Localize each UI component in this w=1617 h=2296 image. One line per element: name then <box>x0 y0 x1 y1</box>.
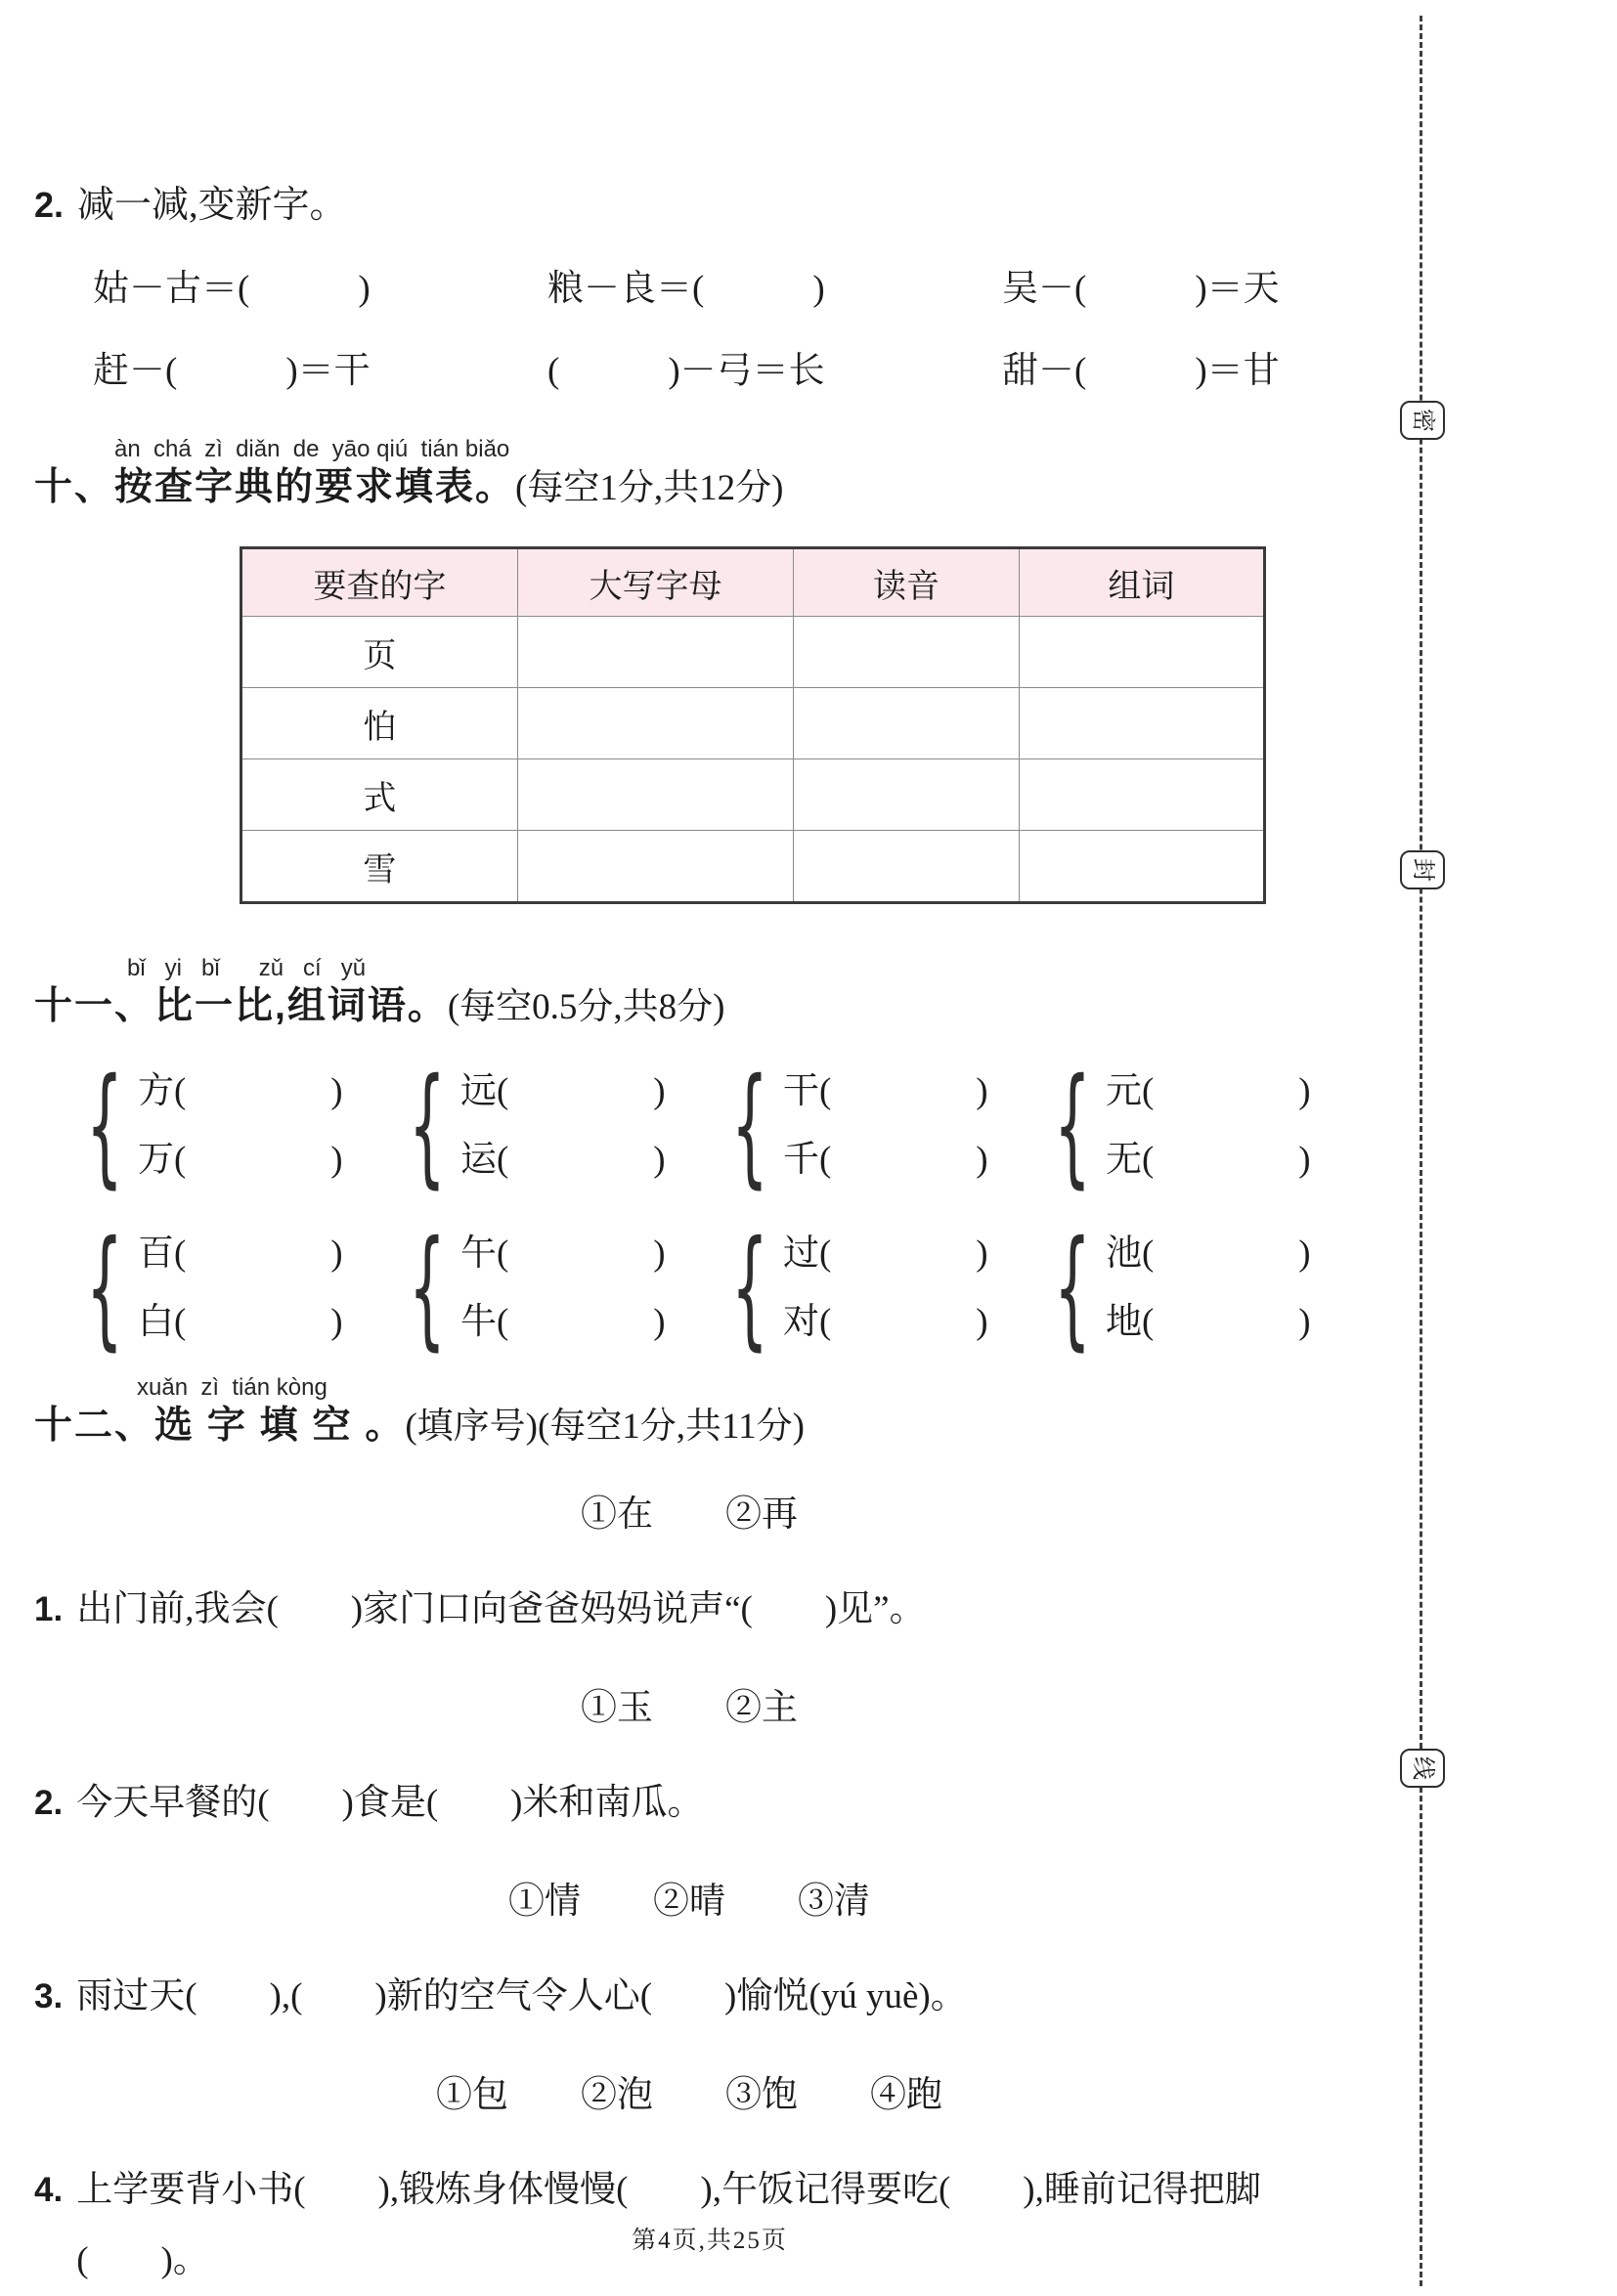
table-cell-blank <box>517 617 794 688</box>
table-cell-blank <box>794 688 1019 759</box>
option-line: ①在 ②再 <box>581 1495 798 1535</box>
compare-pair <box>709 1051 1031 1201</box>
question-number: 1. <box>34 1590 64 1628</box>
section-11-title: 十一、比一比,组词语。 <box>34 985 448 1027</box>
question-number: 3. <box>34 1977 64 2015</box>
brace-icon: { <box>1054 1051 1091 1201</box>
equation: 甜－( )＝甘 <box>1002 351 1280 391</box>
option-line: ①情 ②晴 ③清 <box>508 1882 870 1922</box>
equation-row-1 <box>93 268 1383 311</box>
table-header-cell: 组词 <box>1019 548 1264 617</box>
pair-line: 万( ) <box>137 1140 343 1180</box>
brace-icon: { <box>1054 1213 1091 1364</box>
brace-icon: { <box>731 1051 768 1201</box>
brace-icon: { <box>86 1213 123 1364</box>
question-text: 雨过天( ),( )新的空气令人心( )愉悦(yú yuè)。 <box>76 1976 967 2016</box>
pair-line: 白( ) <box>137 1302 343 1342</box>
pair-line: 百( ) <box>137 1234 343 1274</box>
pair-line: 千( ) <box>782 1140 988 1180</box>
question-text: 上学要背小书( ),锻炼身体慢慢( ),午饭记得要吃( ),睡前记得把脚( )。 <box>76 2170 1261 2280</box>
table-header-cell: 大写字母 <box>517 548 794 617</box>
dictionary-table <box>240 546 1266 904</box>
pair-line: 干( ) <box>782 1071 988 1111</box>
compare-pairs-row-2 <box>64 1213 1383 1364</box>
section-10-title: 十、按查字典的要求填表。 <box>34 466 516 508</box>
equation: 粮－良＝( ) <box>547 269 825 309</box>
table-row <box>241 688 1265 759</box>
table-cell-character: 页 <box>241 617 518 688</box>
section-12-title: 十二、选 字 填 空 。 <box>34 1405 406 1447</box>
brace-icon: { <box>409 1051 446 1201</box>
equation: 吴－( )＝天 <box>1002 269 1280 309</box>
table-cell-blank <box>517 759 794 831</box>
question-text: 今天早餐的( )食是( )米和南瓜。 <box>76 1783 704 1823</box>
table-cell-blank <box>794 831 1019 903</box>
pinyin-annotation: àn chá zì diǎn de yāo qiú tián biǎo <box>114 436 510 462</box>
question-text: 出门前,我会( )家门口向爸爸妈妈说声“( )见”。 <box>76 1589 926 1629</box>
pair-line: 午( ) <box>459 1234 666 1274</box>
table-cell-blank <box>1019 688 1264 759</box>
compare-pair <box>709 1213 1031 1364</box>
question-2-heading <box>34 182 1383 229</box>
compare-pair <box>1031 1213 1311 1364</box>
compare-pair <box>64 1213 386 1364</box>
pair-line: 地( ) <box>1105 1302 1311 1342</box>
section-10-heading <box>34 463 1383 513</box>
question-number: 2. <box>34 185 65 225</box>
table-cell-character: 雪 <box>241 831 518 903</box>
table-cell-blank <box>794 759 1019 831</box>
binding-badge-xian: 线 <box>1400 1749 1445 1788</box>
section-12-heading <box>34 1402 1383 1451</box>
question-item <box>34 1575 1383 1645</box>
question-number: 2. <box>34 1784 64 1822</box>
brace-icon: { <box>409 1213 446 1364</box>
binding-badge-mi: 密 <box>1400 401 1445 440</box>
pair-line: 元( ) <box>1105 1071 1311 1111</box>
pair-line: 牛( ) <box>459 1302 666 1342</box>
table-header-cell: 要查的字 <box>241 548 518 617</box>
compare-pair <box>386 1051 709 1201</box>
pair-line: 对( ) <box>782 1302 988 1342</box>
section-12-score: (填序号)(每空1分,共11分) <box>405 1407 806 1447</box>
table-row <box>241 831 1265 903</box>
binding-line <box>1420 16 1422 2286</box>
equation: 姑－古＝( ) <box>93 269 371 309</box>
table-cell-blank <box>1019 831 1264 903</box>
question-item <box>34 1768 1383 1839</box>
question-number: 4. <box>34 2171 64 2209</box>
equation: 赶－( )＝干 <box>93 351 371 391</box>
table-cell-blank <box>517 688 794 759</box>
section-11-heading <box>34 982 1383 1032</box>
question-2-title: 减一减,变新字。 <box>77 185 347 226</box>
table-cell-blank <box>1019 617 1264 688</box>
option-line: ①玉 ②主 <box>581 1688 798 1728</box>
table-row <box>241 759 1265 831</box>
pair-line: 运( ) <box>459 1140 666 1180</box>
page-footer: 第4页,共25页 <box>632 2228 788 2254</box>
table-cell-blank <box>794 617 1019 688</box>
pair-line: 池( ) <box>1105 1234 1311 1274</box>
table-cell-character: 怕 <box>241 688 518 759</box>
compare-pairs-row-1 <box>64 1051 1383 1201</box>
equation-row-2 <box>93 350 1383 393</box>
worksheet-content <box>34 0 1383 2296</box>
pair-line: 远( ) <box>459 1071 666 1111</box>
table-cell-character: 式 <box>241 759 518 831</box>
compare-pair <box>64 1051 386 1201</box>
equation: ( )－弓＝长 <box>547 351 825 391</box>
pinyin-annotation: xuǎn zì tián kòng <box>137 1374 328 1401</box>
table-cell-blank <box>1019 759 1264 831</box>
pair-line: 无( ) <box>1105 1140 1311 1180</box>
table-row <box>241 617 1265 688</box>
question-item <box>34 1962 1383 2032</box>
binding-badge-feng: 封 <box>1400 850 1445 889</box>
section-11-score: (每空0.5分,共8分) <box>447 987 725 1027</box>
section-10-score: (每空1分,共12分) <box>515 468 784 508</box>
table-header-row <box>241 548 1265 617</box>
pair-line: 方( ) <box>137 1071 343 1111</box>
brace-icon: { <box>86 1051 123 1201</box>
option-line: ①包 ②泡 ③饱 ④跑 <box>436 2075 942 2115</box>
compare-pair <box>386 1213 709 1364</box>
table-cell-blank <box>517 831 794 903</box>
brace-icon: { <box>731 1213 768 1364</box>
pinyin-annotation: bǐ yi bǐ zǔ cí yǔ <box>127 955 367 981</box>
table-header-cell: 读音 <box>794 548 1019 617</box>
pair-line: 过( ) <box>782 1234 988 1274</box>
compare-pair <box>1031 1051 1311 1201</box>
